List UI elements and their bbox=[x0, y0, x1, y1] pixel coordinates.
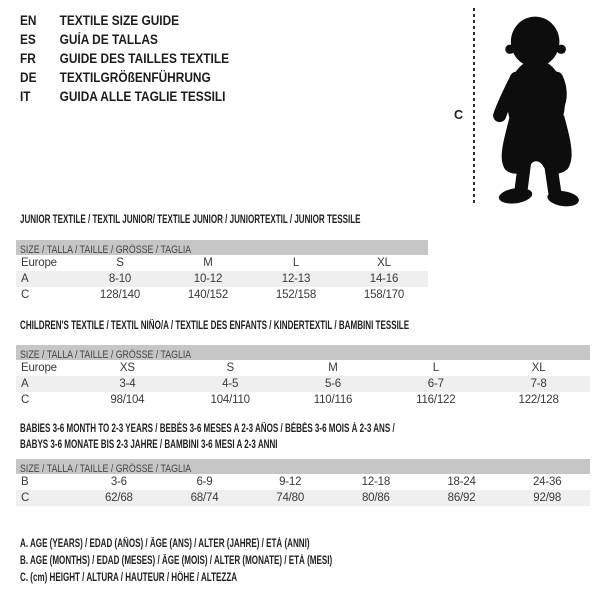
size-cell: 12-13 bbox=[281, 273, 311, 285]
size-table-section bbox=[0, 318, 600, 408]
size-tables bbox=[0, 212, 600, 506]
size-cell: M bbox=[203, 257, 213, 269]
table-row bbox=[16, 490, 590, 506]
measurement-figure bbox=[448, 8, 594, 212]
size-header-label: SIZE / TALLA / TAILLE / GRÖSSE / TAGLIA bbox=[20, 349, 192, 361]
guide-title: GUIDE DES TAILLES TEXTILE bbox=[59, 51, 230, 66]
size-cell: 92/98 bbox=[533, 492, 562, 504]
footnote-line: B. AGE (MONTHS) / EDAD (MESES) / ÂGE (MOIS) / ALTER (MONATE) / ETÀ (MESI) bbox=[20, 555, 333, 567]
size-cell: 9-12 bbox=[279, 476, 302, 488]
size-cell: S bbox=[226, 362, 234, 374]
size-table bbox=[16, 459, 590, 506]
size-cell: M bbox=[328, 362, 338, 374]
size-cell: 128/140 bbox=[99, 289, 141, 301]
row-label: C bbox=[21, 289, 30, 301]
language-code: IT bbox=[20, 89, 31, 104]
table-title-line: BABIES 3-6 MONTH TO 2-3 YEARS / BEBÉS 3-6 MESES A 2-3 AÑOS / BÉBÉS 3-6 MOIS À 2-3 ANS / bbox=[20, 423, 395, 435]
size-cell: 80/86 bbox=[361, 492, 390, 504]
size-cell: 14-16 bbox=[369, 273, 399, 285]
language-code: FR bbox=[20, 51, 36, 66]
size-cell: 140/152 bbox=[187, 289, 229, 301]
table-rows bbox=[16, 474, 590, 506]
guide-title: GUÍA DE TALLAS bbox=[59, 32, 158, 47]
size-header-bar bbox=[16, 459, 590, 474]
size-cell: 152/158 bbox=[275, 289, 317, 301]
size-header-bar bbox=[16, 240, 428, 255]
size-cell: 158/170 bbox=[363, 289, 405, 301]
size-header-label: SIZE / TALLA / TAILLE / GRÖSSE / TAGLIA bbox=[20, 244, 192, 256]
size-cell: XL bbox=[377, 257, 391, 269]
guide-title: GUIDA ALLE TAGLIE TESSILI bbox=[59, 89, 226, 104]
size-table bbox=[16, 240, 428, 303]
header-block bbox=[0, 0, 600, 210]
table-rows bbox=[16, 255, 428, 303]
size-header-bar bbox=[16, 345, 590, 360]
footnote-line: C. (cm) HEIGHT / ALTURA / HAUTEUR / HÖHE / ALTEZZA bbox=[20, 572, 238, 584]
row-label: A bbox=[21, 378, 29, 390]
size-cell: 10-12 bbox=[193, 273, 223, 285]
table-title bbox=[20, 318, 600, 334]
size-table-section bbox=[0, 212, 600, 303]
row-label: Europe bbox=[21, 362, 57, 374]
guide-title: TEXTILE SIZE GUIDE bbox=[59, 13, 180, 28]
size-cell: 12-18 bbox=[361, 476, 391, 488]
table-row bbox=[16, 271, 428, 287]
size-cell: 6-7 bbox=[427, 378, 444, 390]
size-cell: 122/128 bbox=[518, 394, 559, 406]
table-row bbox=[16, 376, 590, 392]
language-code: DE bbox=[20, 70, 37, 85]
guide-title: TEXTILGRÖßENFÜHRUNG bbox=[59, 70, 211, 85]
footnote-line: A. AGE (YEARS) / EDAD (AÑOS) / ÂGE (ANS) / ALTER (JAHRE) / ETÀ (ANNI) bbox=[20, 538, 310, 550]
row-label: Europe bbox=[21, 257, 57, 269]
size-table-section bbox=[0, 421, 600, 506]
size-cell: 74/80 bbox=[276, 492, 305, 504]
size-cell: XL bbox=[531, 362, 546, 374]
row-label: A bbox=[21, 273, 29, 285]
height-measure-label: C bbox=[454, 108, 464, 122]
language-code: EN bbox=[20, 13, 37, 28]
size-cell: S bbox=[116, 257, 124, 269]
size-cell: 98/104 bbox=[110, 394, 145, 406]
toddler-silhouette-icon bbox=[481, 8, 593, 210]
language-code: ES bbox=[20, 32, 36, 47]
table-row bbox=[16, 392, 590, 408]
size-cell: 4-5 bbox=[222, 378, 239, 390]
table-title-line: JUNIOR TEXTILE / TEXTIL JUNIOR/ TEXTILE JUNIOR / JUNIORTEXTIL / JUNIOR TESSILE bbox=[20, 214, 361, 226]
size-cell: 8-10 bbox=[108, 273, 132, 285]
size-header-label: SIZE / TALLA / TAILLE / GRÖSSE / TAGLIA bbox=[20, 463, 192, 475]
table-rows bbox=[16, 360, 590, 408]
size-cell: 116/122 bbox=[416, 394, 456, 406]
size-cell: 7-8 bbox=[530, 378, 547, 390]
size-cell: 62/68 bbox=[104, 492, 133, 504]
row-label: C bbox=[21, 394, 30, 406]
size-cell: 110/116 bbox=[313, 394, 353, 406]
size-cell: 5-6 bbox=[324, 378, 341, 390]
table-row bbox=[16, 287, 428, 303]
table-title-line: BABYS 3-6 MONATE BIS 2-3 JAHRE / BAMBINI 3-6 MESI A 2-3 ANNI bbox=[20, 439, 278, 451]
size-cell: 18-24 bbox=[447, 476, 476, 488]
table-title bbox=[20, 421, 600, 453]
size-cell: 68/74 bbox=[190, 492, 219, 504]
size-cell: 3-6 bbox=[110, 476, 127, 488]
size-cell: L bbox=[432, 362, 439, 374]
size-cell: 104/110 bbox=[210, 394, 250, 406]
size-cell: 3-4 bbox=[119, 378, 136, 390]
size-cell: L bbox=[292, 257, 300, 269]
size-cell: XS bbox=[119, 362, 135, 374]
table-title-line: CHILDREN'S TEXTILE / TEXTIL NIÑO/A / TEXTILE DES ENFANTS / KINDERTEXTIL / BAMBINI TESSILE bbox=[20, 320, 410, 332]
row-label: B bbox=[21, 476, 29, 488]
size-table bbox=[16, 345, 590, 408]
footnotes bbox=[20, 536, 600, 587]
height-dashed-line bbox=[473, 8, 475, 206]
table-title bbox=[20, 212, 600, 228]
row-label: C bbox=[21, 492, 30, 504]
size-cell: 86/92 bbox=[447, 492, 476, 504]
size-cell: 6-9 bbox=[196, 476, 213, 488]
size-cell: 24-36 bbox=[532, 476, 562, 488]
